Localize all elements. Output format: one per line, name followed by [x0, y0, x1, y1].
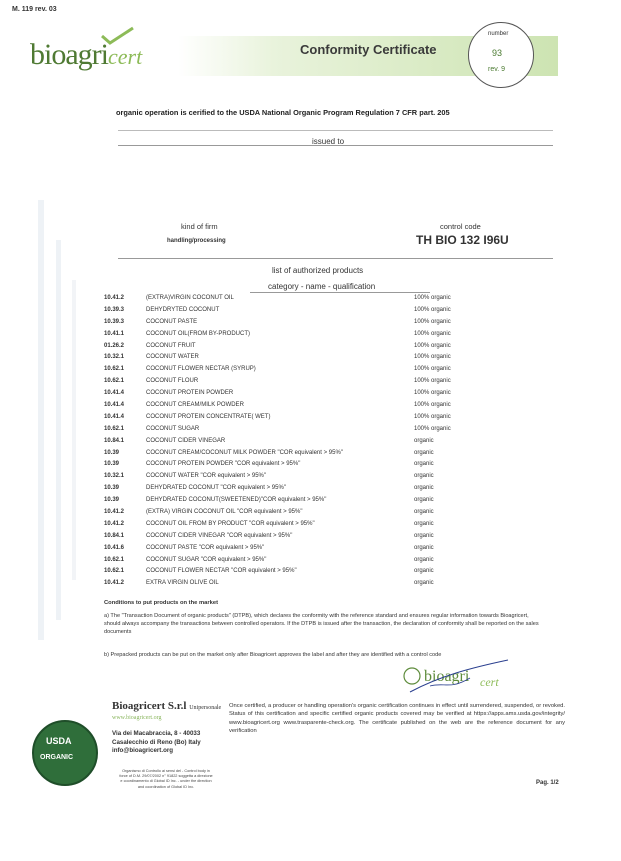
product-code: 10.41.4	[104, 390, 125, 397]
product-qualification: organic	[414, 580, 434, 587]
product-qualification: 100% organic	[414, 330, 451, 337]
certificate-number: 93	[492, 48, 503, 58]
product-code: 10.41.6	[104, 544, 125, 551]
product-row	[104, 295, 524, 307]
product-qualification: organic	[414, 568, 434, 575]
product-code: 10.41.2	[104, 509, 125, 516]
product-qualification: 100% organic	[414, 378, 451, 385]
issued-to-label: issued to	[312, 137, 345, 146]
product-row	[104, 414, 524, 426]
product-qualification: 100% organic	[414, 306, 451, 313]
product-qualification: 100% organic	[414, 295, 451, 301]
product-row	[104, 580, 524, 592]
page-number: Pag. 1/2	[536, 780, 559, 786]
divider	[118, 130, 553, 131]
product-name: COCONUT FLOWER NECTAR (SYRUP)	[146, 366, 256, 373]
product-name: COCONUT WATER "COR equivalent > 95%"	[146, 473, 267, 480]
product-code: 10.39.3	[104, 306, 125, 313]
product-row	[104, 354, 524, 366]
usda-seal-bottom: ORGANIC	[40, 754, 74, 761]
product-row	[104, 307, 524, 319]
product-name: COCONUT FRUIT	[146, 342, 196, 349]
product-qualification: organic	[414, 449, 434, 456]
side-watermark	[28, 200, 98, 640]
product-name: DEHYDRATED COCONUT "COR equivalent > 95%"	[146, 485, 286, 492]
product-qualification: organic	[414, 485, 434, 492]
product-code: 10.84.1	[104, 532, 125, 539]
product-row	[104, 426, 524, 438]
product-name: EXTRA VIRGIN OLIVE OIL	[146, 580, 219, 587]
control-code-label: control code	[440, 222, 481, 231]
product-name: COCONUT FLOUR	[146, 378, 199, 385]
product-qualification: organic	[414, 520, 434, 527]
product-row	[104, 473, 524, 485]
company-fine-print: Organismo di Controllo ai sensi del - Control body in force of D.M. 29/07/2002 n° 91822 soggetta a direzione e coordinamento di Global ID Inc. - under the direction and coordination of Global ID Inc.	[119, 769, 213, 789]
kind-of-firm-label: kind of firm	[181, 222, 218, 231]
product-name: COCONUT CREAM/COCONUT MILK POWDER "COR equivalent > 95%"	[146, 449, 343, 456]
product-row	[104, 390, 524, 402]
product-qualification: organic	[414, 473, 434, 480]
product-name: DEHYDRATED COCONUT(SWEETENED)"COR equivalent > 95%"	[146, 497, 327, 504]
certificate-title: Conformity Certificate	[300, 42, 437, 57]
svg-text:bioagri: bioagri	[424, 668, 470, 685]
product-name: COCONUT PASTE	[146, 318, 198, 325]
product-code: 10.41.4	[104, 402, 125, 409]
product-code: 10.39	[104, 461, 120, 468]
product-row	[104, 521, 524, 533]
product-row	[104, 438, 524, 450]
product-qualification: organic	[414, 544, 434, 551]
product-name: COCONUT OIL(FROM BY-PRODUCT)	[146, 330, 251, 337]
product-name: COCONUT CREAM/MILK POWDER	[146, 402, 244, 409]
product-row	[104, 450, 524, 462]
company-address: Via dei Macabraccia, 8 - 40033 Casalecchio di Reno (Bo) Italy info@bioagricert.org	[112, 730, 201, 754]
products-subtitle: category - name - qualification	[268, 282, 376, 291]
product-row	[104, 331, 524, 343]
kind-of-firm-value: handling/processing	[167, 238, 226, 244]
product-qualification: 100% organic	[414, 318, 451, 325]
product-row	[104, 497, 524, 509]
checkmark-icon	[100, 26, 136, 46]
revision: rev. 9	[488, 66, 505, 73]
product-row	[104, 402, 524, 414]
bioagricert-logo: bioagricert	[30, 38, 160, 84]
condition-b: b) Prepacked products can be put on the market only after Bioagricert approves the label and after they are identified with a control code	[104, 652, 442, 658]
company-website: www.bioagricert.org	[112, 715, 162, 721]
product-row	[104, 378, 524, 390]
divider	[250, 292, 430, 293]
product-code: 10.39	[104, 449, 120, 456]
product-code: 10.41.2	[104, 295, 125, 301]
product-row	[104, 557, 524, 569]
company-name: Bioagricert S.r.l Unipersonale	[112, 700, 222, 712]
product-code: 01.26.2	[104, 342, 125, 349]
product-qualification: organic	[414, 497, 434, 504]
product-name: (EXTRA) VIRGIN COCONUT OIL "COR equivalent > 95%"	[146, 509, 303, 516]
product-name: COCONUT PROTEIN POWDER	[146, 390, 234, 397]
svg-text:cert: cert	[480, 675, 499, 689]
form-code: M. 119 rev. 03	[12, 6, 57, 13]
product-name: COCONUT CIDER VINEGAR "COR equivalent > 95%"	[146, 532, 293, 539]
product-code: 10.39	[104, 497, 120, 504]
usda-seal-top: USDA	[46, 736, 72, 746]
product-row	[104, 568, 524, 580]
divider	[118, 258, 553, 259]
product-code: 10.84.1	[104, 437, 125, 444]
product-name: COCONUT FLOWER NECTAR "COR equivalent > 95%"	[146, 568, 297, 575]
product-code: 10.32.1	[104, 473, 125, 480]
product-name: COCONUT SUGAR "COR equivalent > 95%"	[146, 556, 267, 563]
condition-a: a) The "Transaction Document of organic products" (DTPB), which declares the conformity with the reference standard and ensures regular information towards Bioagricert, should always accompany the transactions between controlled operators. If the DTPB is issued after the transaction, the declaration of conformity shall be reported on the sales documents	[104, 613, 539, 635]
product-qualification: 100% organic	[414, 402, 451, 409]
product-code: 10.41.4	[104, 413, 125, 420]
product-qualification: 100% organic	[414, 425, 451, 432]
regulation-text: organic operation is cerified to the USDA National Organic Program Regulation 7 CFR part. 205	[116, 108, 450, 117]
product-code: 10.39.3	[104, 318, 125, 325]
product-code: 10.62.1	[104, 378, 125, 385]
product-name: COCONUT PROTEIN CONCENTRATE( WET)	[146, 413, 271, 420]
product-code: 10.62.1	[104, 366, 125, 373]
product-code: 10.39	[104, 485, 120, 492]
product-row	[104, 545, 524, 557]
product-qualification: 100% organic	[414, 354, 451, 361]
product-qualification: organic	[414, 532, 434, 539]
product-row	[104, 533, 524, 545]
product-row	[104, 343, 524, 355]
product-row	[104, 366, 524, 378]
product-qualification: organic	[414, 556, 434, 563]
product-qualification: organic	[414, 437, 434, 444]
product-name: COCONUT PROTEIN POWDER "COR equivalent > 95%"	[146, 461, 301, 468]
product-qualification: 100% organic	[414, 413, 451, 420]
product-qualification: 100% organic	[414, 390, 451, 397]
product-name: COCONUT WATER	[146, 354, 199, 361]
product-row	[104, 461, 524, 473]
product-name: (EXTRA)VIRGIN COCONUT OIL	[146, 295, 234, 301]
certification-status-text: Once certified, a producer or handling operation's organic certification continues in effect until surrendered, suspended, or revoked. Status of this certification and specific certified organic products covered may be verified at https://apps.ams.usda.gov/integrity/ www.bioagricert.org www.trasparente-check.org. The certificate published on the web are the reference document for any verification	[229, 703, 565, 735]
products-title: list of authorized products	[272, 266, 364, 275]
product-code: 10.62.1	[104, 425, 125, 432]
conditions-title: Conditions to put products on the market	[104, 600, 219, 606]
product-code: 10.32.1	[104, 354, 125, 361]
usda-organic-seal	[32, 720, 98, 786]
product-code: 10.41.1	[104, 330, 125, 337]
product-row	[104, 509, 524, 521]
products-list	[104, 295, 524, 592]
product-qualification: 100% organic	[414, 366, 451, 373]
product-qualification: organic	[414, 509, 434, 516]
product-row	[104, 485, 524, 497]
signature-stamp	[400, 656, 515, 694]
product-row	[104, 319, 524, 331]
product-code: 10.41.2	[104, 520, 125, 527]
product-qualification: organic	[414, 461, 434, 468]
product-qualification: 100% organic	[414, 342, 451, 349]
product-name: COCONUT PASTE "COR equivalent > 95%"	[146, 544, 265, 551]
product-name: DEHYDRYTED COCONUT	[146, 306, 220, 313]
number-label: number	[488, 31, 509, 37]
product-code: 10.41.2	[104, 580, 125, 587]
control-code-value: TH BIO 132 I96U	[416, 233, 509, 247]
product-name: COCONUT SUGAR	[146, 425, 200, 432]
product-code: 10.62.1	[104, 568, 125, 575]
product-code: 10.62.1	[104, 556, 125, 563]
product-name: COCONUT OIL FROM BY PRODUCT "COR equivalent > 95%"	[146, 520, 315, 527]
product-name: COCONUT CIDER VINEGAR	[146, 437, 226, 444]
